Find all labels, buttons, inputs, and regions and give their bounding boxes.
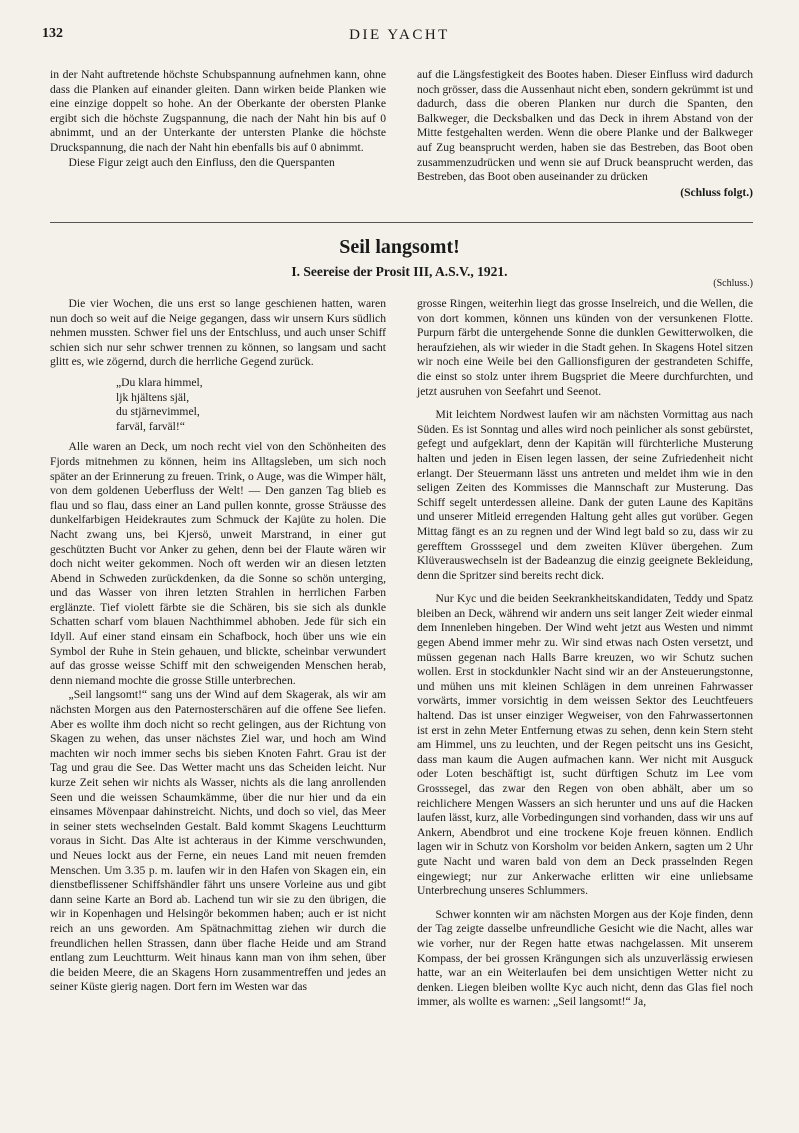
paragraph: Schwer konnten wir am nächsten Morgen aus der Koje finden, denn der Tag zeigte dasselbe unfreundliche Gesicht wie die Nacht, alles war wie vorher, nur der Regen hatte etwas nachgelassen. Mit unserem Kompass, der bei grossen Krängungen sich als unzuverlässig erwiesen hatte, war an ein Weiterlaufen bei dem unsichtigen Wetter nicht zu denken. Liegen bleiben wollte Kyc auch nicht, denn das Glas fiel noch immer, als wollte es warnen: „Seil langsomt!“ Ja, xyxy=(417,907,753,1009)
article-subtitle: I. Seereise der Prosit III, A.S.V., 1921. xyxy=(291,264,508,279)
continued-note: (Schluss folgt.) xyxy=(680,185,753,199)
page-number: 132 xyxy=(42,26,63,41)
section-divider xyxy=(50,222,753,223)
paragraph: Mit leichtem Nordwest laufen wir am nächsten Vormittag aus nach Süden. Es ist Sonntag und alles wird noch peinlicher als sonst gebürstet, gefegt und aufgeklart, denn der Kapitän will fürchterliche Musterung halten und jeden in Eisen legen lassen, der seine Zufriedenheit nicht erlangt. Der Steuermann lässt uns antreten und meldet ihm wie in den seligen Zeiten des Kommisses die Mannschaft zur Musterung. Das Schiff segelt unterdessen alleine. Dank der guten Laune des Kapitäns und unserer Mitleid erregenden Haltung geht alles gut vorüber. Gegen Mittag fängt es an zu regnen und der Wind legt bald so zu, dass wir zu gerefftem Grosssegel und dem zweiten Klüver übergehen. Zum Klüverauswechseln ist der Badeanzug die einzig geeignete Bekleidung, denn die Spritzer sind bereits recht dick. xyxy=(417,408,753,582)
journal-title: DIE YACHT xyxy=(349,27,450,43)
article-title: Seil langsomt! xyxy=(339,236,460,258)
top-right-column xyxy=(417,68,753,200)
paragraph: Diese Figur zeigt auch den Einfluss, den die Querspanten xyxy=(68,155,335,169)
poem-line: ljk hjältens själ, xyxy=(116,390,190,404)
article-left-column xyxy=(50,297,386,995)
paragraph: Nur Kyc und die beiden Seekrankheitskandidaten, Teddy und Spatz bleiben an Deck, während wir andern uns seit langer Zeit wieder einmal dem Innenleben hingeben. Der Wind weht jetzt aus Westen und nimmt gegen Abend immer mehr zu. Wir sind etwas nach Osten versetzt, und müssen gegenan nach Halls Barre kreuzen, wo wir Schutz suchen wollen. Erst in stockdunkler Nacht sind wir an der Ansteuerungstonne, und mühen uns mit kleinen Schlägen in dem unreinen Fahrwasser vorwärts, immer vorsichtig in dem weissen Sektor des Leuchtfeuers haltend. Das ist unser einziger Wegweiser, von den Fahrwassertonnen ist erst in zehn Meter Entfernung etwas zu sehen, denn kein Stern steht am Himmel, uns zu leuchten, und der Regen peitscht uns ins Gesicht, dass man kaum die Augen aufmachen kann. Wer nicht mit Ausguck oder Loten beschäftigt ist, sucht dürftigen Schutz im Lee vom Grosssegel, das zwar den Regen von oben abhält, aber um so reichlichere Mengen Wassers an sich herunter und uns auf die Hacken laufen lässt, kurz, alle Vorbedingungen sind vorhanden, dass wir uns auf Ankern, Abendbrot und eine trockene Koje freuen können. Endlich lagen wir in Schutz von Korsholm vor beiden Ankern, sagten um 2 Uhr gute Nacht und waren bald von dem an Deck prasselnden Regen eingewiegt; nur zur Ankerwache erlitten wir eine unliebsame Unterbrechung unseres Schlummers. xyxy=(417,592,753,898)
schluss-note: (Schluss.) xyxy=(713,278,753,289)
top-left-column xyxy=(50,68,386,170)
paragraph: auf die Längsfestigkeit des Bootes haben. Dieser Einfluss wird dadurch noch grösser, dass die Aussenhaut nicht eben, sondern gekrümmt ist und dadurch, dass die oberen Planken nur durch die Spanten, den Balkweger, die Decksbalken und das Deck in ihrem Abstand von der Mitte festgehalten werden. Wenn die obere Planke und der Balkweger auf Zug beansprucht werden, haben sie das Bestreben, das Boot oben zusammenzudrücken und wenn sie auf Druck beansprucht werden, das Bestreben, das Boot oben auseinander zu drücken xyxy=(417,68,753,184)
poem-line: „Du klara himmel, xyxy=(116,375,203,389)
poem-line: du stjärnevimmel, xyxy=(116,405,200,419)
article-right-column xyxy=(417,297,753,1010)
paragraph: in der Naht auftretende höchste Schubspannung aufnehmen kann, ohne dass die Planken auf einander gleiten. Dann wirken beide Planken wie eine einzige doppelt so hohe. An der Oberkante der obersten Planke ergibt sich die höchste Zugspannung, die nach der Naht hin bis auf 0 abnimmt, und an der Unterkante der untersten Planke die höchste Druckspannung, die nach der Naht hin ebenfalls bis auf 0 abnimmt. xyxy=(50,68,386,154)
poem-line: farväl, farväl!“ xyxy=(116,419,185,433)
poem-quote xyxy=(116,376,386,434)
paragraph: Alle waren an Deck, um noch recht viel von den Schönheiten des Fjords mitnehmen zu können, heim ins Alltagsleben, um sich noch später an der Erinnerung zu freuen. Trink, o Auge, was die Wimper hält, von dem goldenen Ueberfluss der Welt! — Den ganzen Tag blieb es flau und so flau, dass einer an Land pullen konnte, grosse Sträusse des dunkelfarbigen Heidekrautes zum Schmuck der Kajüte zu holen. Die Nacht zwang uns, bei Kjersö, unweit Marstrand, in einer gut geschützten Bucht vor Anker zu gehen, denn bei der Flaute wären wir doch nicht weiter gekommen. Noch oft werden wir an diesen letzten Abend in Schweden zurückdenken, da die Sonne so schön unterging, und das Wasser von ihren letzten Strahlen in herrlichen Farben erglänzte. Tief violett färbte sie die Schären, bis sie sich als dunkle Schatten scharf vom blauen Nachthimmel abhoben. Jede für sich ein Idyll. Auf einer stand einsam ein Schafbock, hoch über uns wie ein Symbol der Ruhe in Stein gehauen, und blickte, scheinbar verwundert auf das grosse weisse Schiff mit den schweigenden Menschen herab, denn niemand mochte die grosse Stille unterbrechen. xyxy=(50,440,386,687)
paragraph: grosse Ringen, weiterhin liegt das grosse Inselreich, und die Wellen, die von dort kommen, können uns künden von der versunkenen Flotte. Purpurn färbt die untergehende Sonne die dunklen Gewitterwolken, die heraufziehen, als wir wieder in die Stadt gehen. In Skagens Hotel sitzen wir noch eine Weile bei den Gallionsfiguren der gestrandeten Schiffe, die einst so stolz unter ihrem Bugspriet die Meere durchfurchten, und jetzt ausruhen von Seefahrt und Seenot. xyxy=(417,297,753,398)
paragraph: „Seil langsomt!“ sang uns der Wind auf dem Skagerak, als wir am nächsten Morgen aus den Paternosterschären auf die offene See liefen. Aber es wollte ihm doch nicht so recht gelingen, aus der Richtung von Skagen zu wehen, das unser nächstes Ziel war, und hoch am Wind machten wir noch immer sechs bis sieben Knoten Fahrt. Grau ist der Tag und grau die See. Das Wetter macht uns das Scheiden leicht. Nur kurze Zeit sehen wir nichts als Wasser, nichts als die lang anrollenden Seen und die weissen Schaumkämme, über die nur hier und da ein einsames Mövenpaar dahinstreicht. Nichts, und doch so viel, das Meer in seiner stets wechselnden Gestalt. Bald kommt Skagens Leuchtturm voraus in Sicht. Das Alte ist achteraus in der Kimme verschwunden, und Neues lockt aus der Ferne, ein neues Land mit neuen fremden Menschen. Um 3.35 p. m. laufen wir in den Hafen von Skagen ein, ein dienstbeflissener Schiffshändler fährt uns unsere Vorleine aus und gibt dann seine Karte an Bord ab. Lachend tun wir sie zu den übrigen, die wir in Kopenhagen und Helsingör bekommen haben; auch er ist nicht reich an uns geworden. Am Spätnachmittag ziehen wir durch die freundlichen hellen Strassen, dann über flache Heide und am Strand entlang zum Leuchtturm. Weit hinaus kann man von ihm sehen, über die beiden Meere, die an Skagens Horn zusammentreffen und jedes an seiner Küste gierig nagen. Dort fern im Westen war das xyxy=(50,688,386,994)
paragraph: Die vier Wochen, die uns erst so lange geschienen hatten, waren nun doch so weit auf die Neige gegangen, dass wir unsern Kurs südlich nehmen mussten. Schwer fiel uns der Entschluss, und auch unser Schiff schien sich nur sehr schwer trennen zu können, so langsam und sacht glitt es, wie zögernd, durch die herrliche Gegend zurück. xyxy=(50,297,386,369)
